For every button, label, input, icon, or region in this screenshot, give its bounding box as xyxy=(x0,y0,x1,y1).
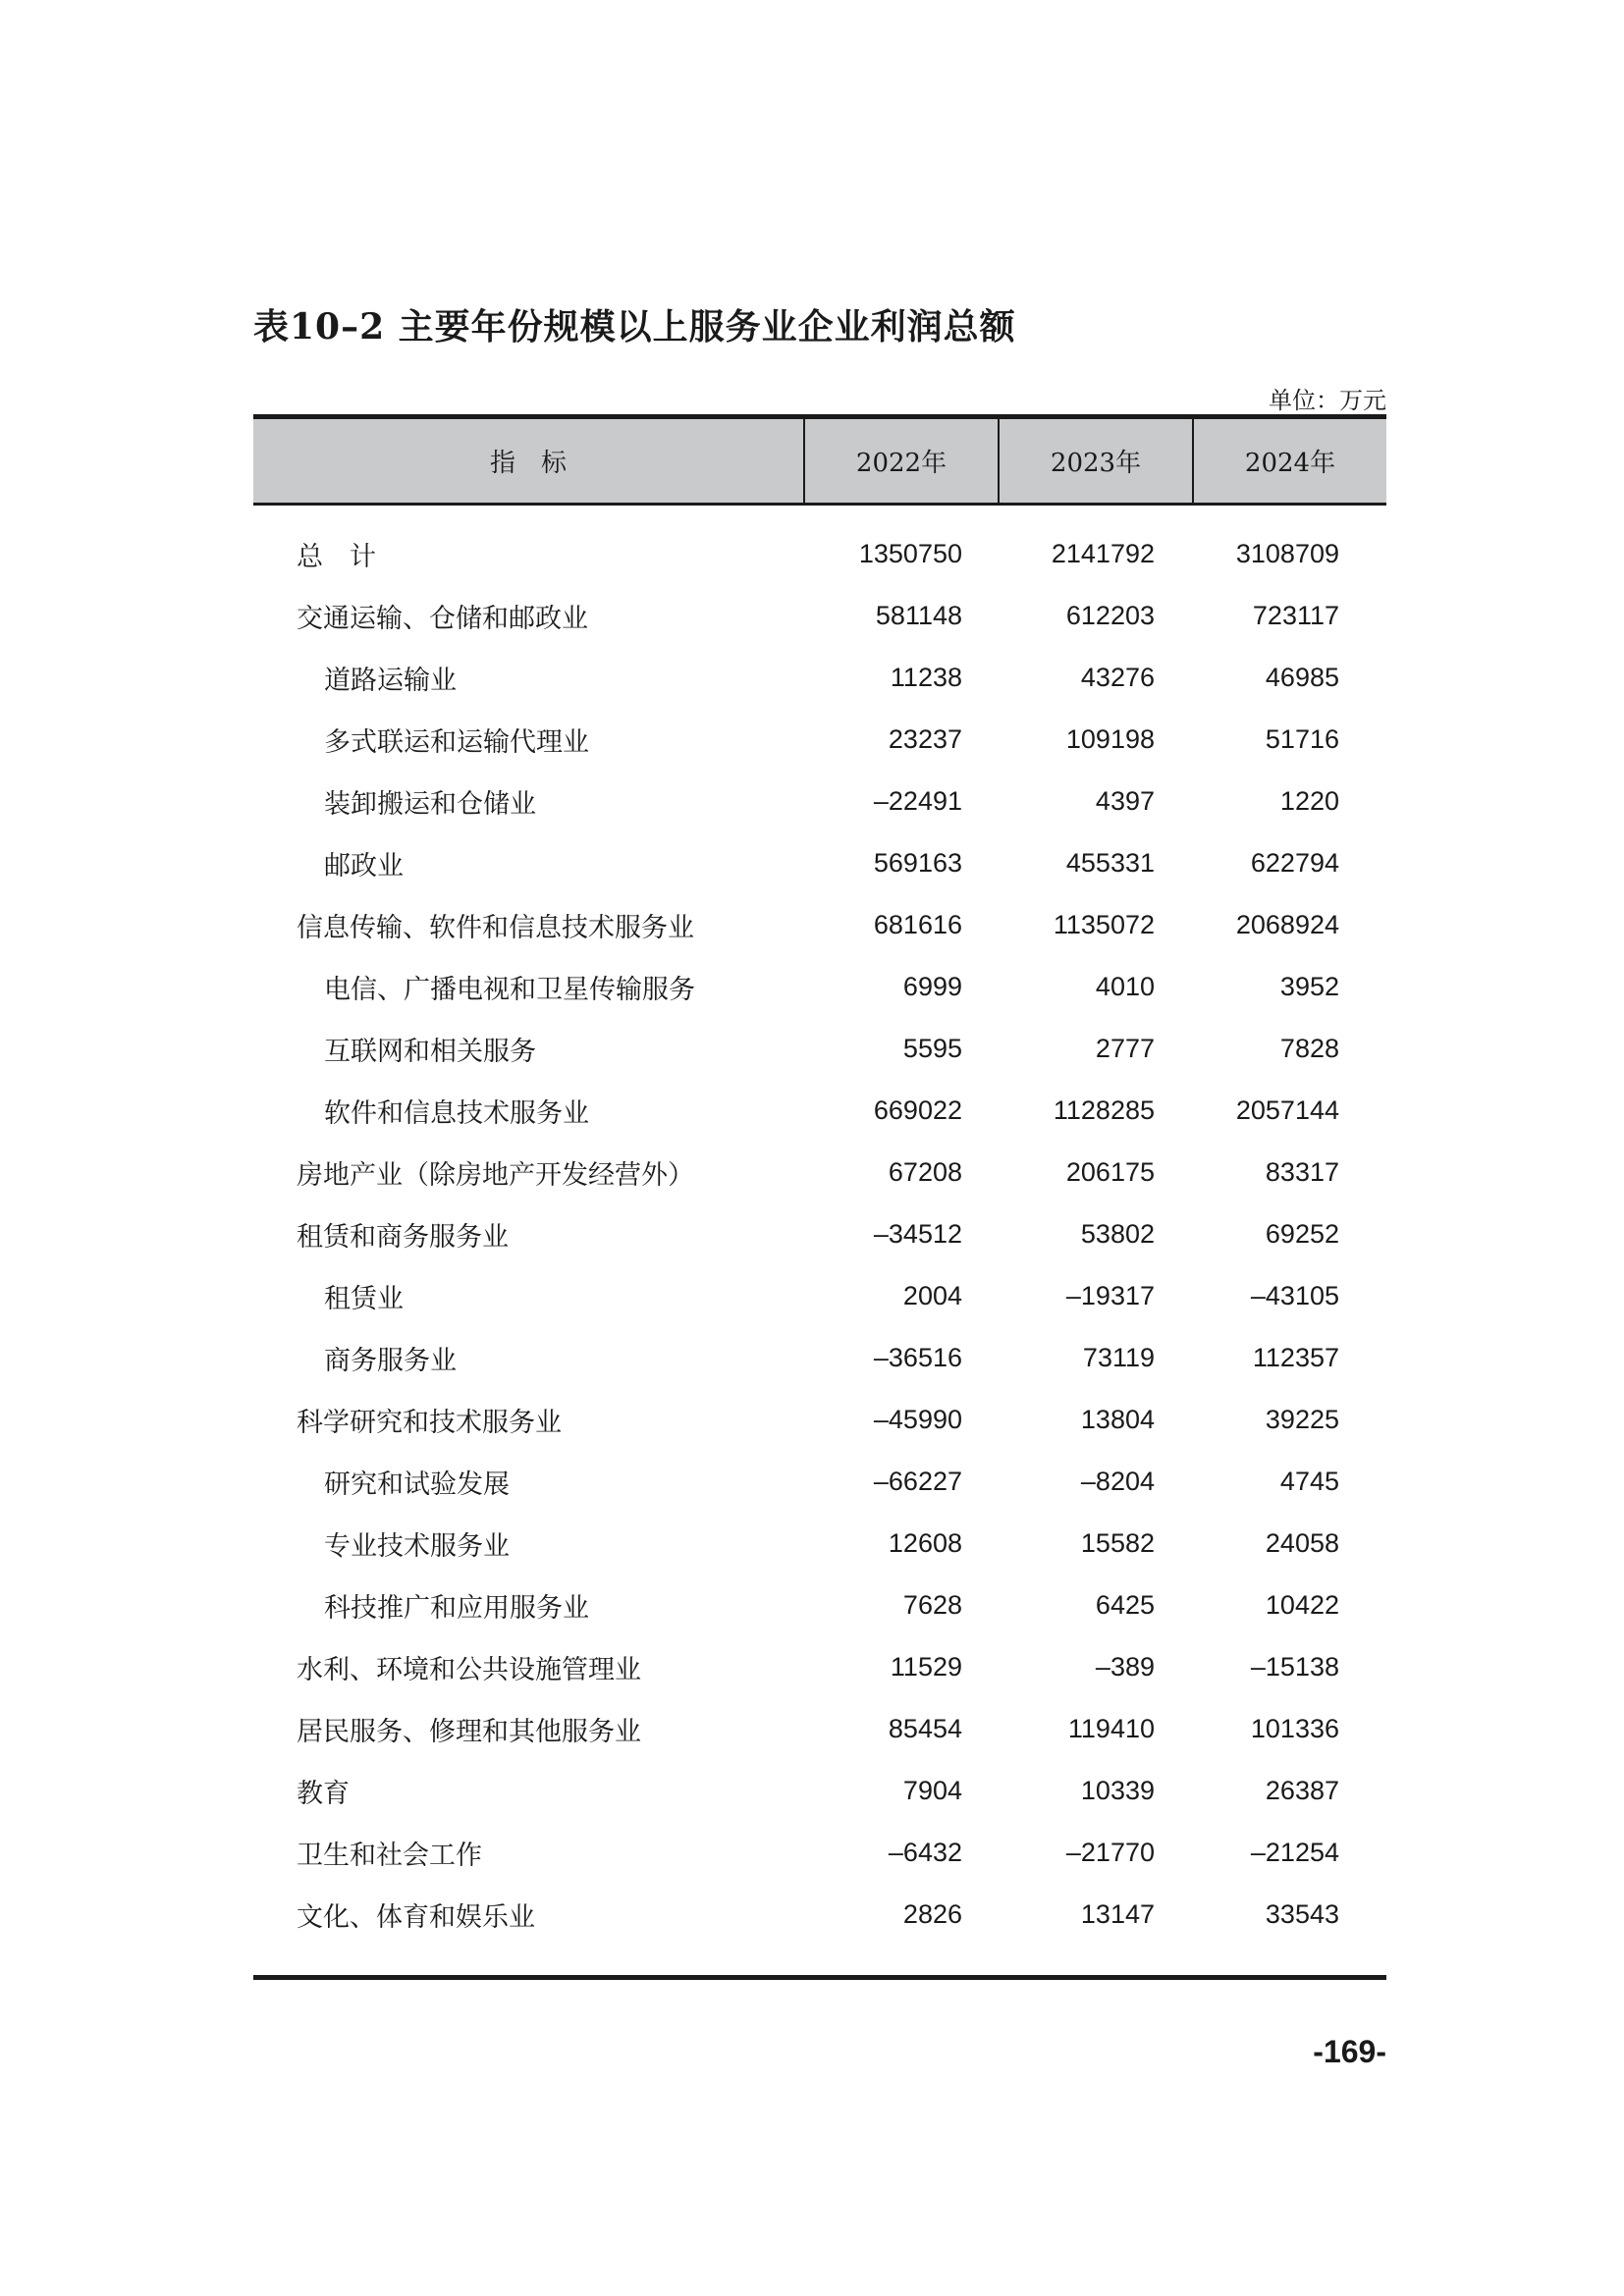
value-2024: 33543 xyxy=(1265,1899,1339,1929)
value-2023: 109198 xyxy=(1065,724,1155,754)
value-2022: 681616 xyxy=(873,910,962,939)
value-2023: 73119 xyxy=(1082,1343,1155,1372)
value-2022: 11529 xyxy=(890,1652,962,1682)
table-row xyxy=(253,585,1386,647)
unit-label: 单位：万元 xyxy=(1269,387,1386,414)
value-2024: 7828 xyxy=(1279,1034,1339,1063)
row-label: 装卸搬运和仓储业 xyxy=(324,789,536,820)
value-2023: 119410 xyxy=(1067,1714,1155,1743)
value-2023: 6425 xyxy=(1095,1590,1155,1620)
row-label: 多式联运和运输代理业 xyxy=(324,727,589,758)
row-label: 文化、体育和娱乐业 xyxy=(297,1902,535,1933)
table-row xyxy=(253,1451,1386,1513)
value-2022: –6432 xyxy=(888,1838,962,1867)
table-row xyxy=(253,1760,1386,1822)
value-2023: 2777 xyxy=(1095,1034,1155,1063)
value-2023: 2141792 xyxy=(1051,539,1155,568)
value-2022: 1350750 xyxy=(858,539,962,568)
value-2022: –36516 xyxy=(873,1343,962,1372)
table-row xyxy=(253,523,1386,585)
value-2022: 7904 xyxy=(902,1776,962,1805)
value-2022: 6999 xyxy=(902,972,962,1001)
table-bottom-rule xyxy=(253,1975,1386,1980)
value-2023: –389 xyxy=(1095,1652,1155,1682)
value-2024: 2057144 xyxy=(1235,1095,1339,1125)
value-2022: –34512 xyxy=(873,1219,962,1249)
value-2023: 1135072 xyxy=(1053,910,1155,939)
value-2024: 3952 xyxy=(1279,972,1339,1001)
table-row xyxy=(253,1018,1386,1080)
table-row xyxy=(253,956,1386,1018)
value-2023: –8204 xyxy=(1080,1467,1155,1496)
table-row xyxy=(253,1575,1386,1636)
table-row xyxy=(253,1822,1386,1884)
table-row xyxy=(253,894,1386,956)
value-2024: 101336 xyxy=(1250,1714,1339,1743)
value-2022: 669022 xyxy=(873,1095,962,1125)
row-label: 租赁业 xyxy=(324,1284,404,1314)
value-2024: 83317 xyxy=(1265,1157,1339,1187)
value-2024: 4745 xyxy=(1279,1467,1339,1496)
row-label: 邮政业 xyxy=(324,851,404,881)
value-2023: 1128285 xyxy=(1053,1095,1155,1125)
row-label: 道路运输业 xyxy=(324,666,457,696)
row-label: 信息传输、软件和信息技术服务业 xyxy=(297,913,694,943)
value-2022: –22491 xyxy=(873,786,962,816)
row-label: 卫生和社会工作 xyxy=(297,1841,482,1871)
page-number: -169- xyxy=(1313,2034,1386,2069)
value-2023: 15582 xyxy=(1080,1528,1155,1558)
value-2023: 4010 xyxy=(1095,972,1155,1001)
value-2024: 46985 xyxy=(1265,663,1339,692)
table-body xyxy=(253,506,1386,1946)
value-2024: 1220 xyxy=(1279,786,1339,816)
row-label: 研究和试验发展 xyxy=(324,1469,510,1500)
value-2023: 13147 xyxy=(1080,1899,1155,1929)
row-label: 水利、环境和公共设施管理业 xyxy=(297,1655,641,1685)
value-2022: 569163 xyxy=(873,848,962,878)
table-row xyxy=(253,771,1386,832)
row-label: 专业技术服务业 xyxy=(324,1531,510,1562)
page-title: 表10–2 主要年份规模以上服务业企业利润总额 xyxy=(253,306,1016,347)
value-2024: 10422 xyxy=(1265,1590,1339,1620)
value-2022: 581148 xyxy=(875,601,962,630)
header-year-2022: 2022年 xyxy=(803,419,998,503)
value-2022: –66227 xyxy=(873,1467,962,1496)
value-2023: 455331 xyxy=(1065,848,1155,878)
table-row xyxy=(253,647,1386,709)
table-row xyxy=(253,1203,1386,1265)
value-2024: –21254 xyxy=(1250,1838,1339,1867)
table-row xyxy=(253,709,1386,771)
row-label: 房地产业（除房地产开发经营外） xyxy=(297,1160,694,1191)
table-row xyxy=(253,832,1386,894)
value-2022: 11238 xyxy=(890,663,962,692)
row-label: 总 计 xyxy=(297,542,376,572)
value-2024: 39225 xyxy=(1265,1405,1339,1434)
value-2024: 3108709 xyxy=(1235,539,1339,568)
value-2024: 2068924 xyxy=(1235,910,1339,939)
row-label: 教育 xyxy=(297,1779,350,1809)
header-indicator: 指 标 xyxy=(489,449,567,478)
value-2024: –43105 xyxy=(1250,1281,1339,1310)
row-label: 软件和信息技术服务业 xyxy=(324,1098,589,1129)
value-2022: 7628 xyxy=(902,1590,962,1620)
value-2024: 69252 xyxy=(1265,1219,1339,1249)
table-row xyxy=(253,1265,1386,1327)
value-2023: 10339 xyxy=(1080,1776,1155,1805)
header-year-2023: 2023年 xyxy=(998,419,1192,503)
value-2023: –21770 xyxy=(1065,1838,1155,1867)
value-2023: –19317 xyxy=(1065,1281,1155,1310)
table-row xyxy=(253,1698,1386,1760)
table-row xyxy=(253,1513,1386,1575)
table-row xyxy=(253,1327,1386,1389)
table-row xyxy=(253,1080,1386,1142)
value-2022: 85454 xyxy=(888,1714,962,1743)
value-2024: 112357 xyxy=(1252,1343,1339,1372)
value-2022: 12608 xyxy=(888,1528,962,1558)
value-2022: –45990 xyxy=(873,1405,962,1434)
row-label: 互联网和相关服务 xyxy=(324,1037,536,1067)
row-label: 商务服务业 xyxy=(324,1346,457,1376)
table-row xyxy=(253,1636,1386,1698)
value-2024: 622794 xyxy=(1250,848,1339,878)
value-2022: 2004 xyxy=(902,1281,962,1310)
value-2023: 43276 xyxy=(1080,663,1155,692)
value-2022: 23237 xyxy=(888,724,962,754)
value-2024: –15138 xyxy=(1250,1652,1339,1682)
table-row xyxy=(253,1389,1386,1451)
value-2022: 67208 xyxy=(888,1157,962,1187)
value-2024: 51716 xyxy=(1265,724,1339,754)
row-label: 交通运输、仓储和邮政业 xyxy=(297,604,588,634)
table-row xyxy=(253,1884,1386,1946)
value-2023: 612203 xyxy=(1065,601,1155,630)
header-year-2024: 2024年 xyxy=(1192,419,1386,503)
value-2023: 4397 xyxy=(1095,786,1155,816)
row-label: 居民服务、修理和其他服务业 xyxy=(297,1717,641,1747)
row-label: 租赁和商务服务业 xyxy=(297,1222,509,1253)
value-2024: 24058 xyxy=(1265,1528,1339,1558)
value-2024: 723117 xyxy=(1252,601,1339,630)
row-label: 科学研究和技术服务业 xyxy=(297,1408,562,1438)
row-label: 科技推广和应用服务业 xyxy=(324,1593,589,1624)
table-row xyxy=(253,1142,1386,1203)
table-header xyxy=(253,414,1386,506)
profit-table xyxy=(253,414,1386,1946)
value-2023: 206175 xyxy=(1065,1157,1155,1187)
value-2024: 26387 xyxy=(1265,1776,1339,1805)
row-label: 电信、广播电视和卫星传输服务 xyxy=(324,975,695,1005)
value-2023: 53802 xyxy=(1080,1219,1155,1249)
value-2022: 2826 xyxy=(902,1899,962,1929)
value-2023: 13804 xyxy=(1080,1405,1155,1434)
value-2022: 5595 xyxy=(902,1034,962,1063)
